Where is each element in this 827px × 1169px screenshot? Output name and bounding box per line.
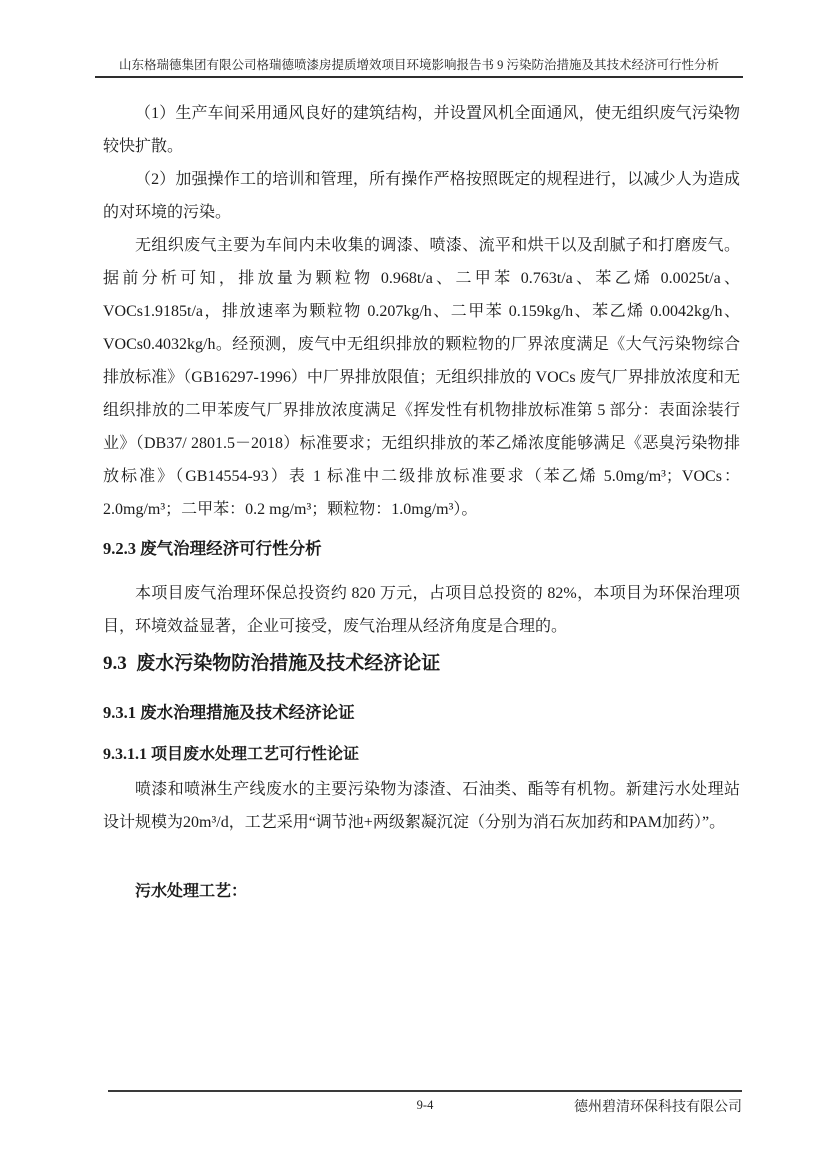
paragraph-wastewater-process: 喷漆和喷淋生产线废水的主要污染物为漆渣、石油类、酯等有机物。新建污水处理站设计规模为20m³/d，工艺采用“调节池+两级絮凝沉淀（分别为消石灰加药和PAM加药）”。 (103, 781, 740, 831)
page-header (95, 57, 743, 78)
footer-company-name: 德州碧清环保科技有限公司 (574, 1100, 742, 1115)
heading-9-3-1-1: 9.3.1.1 项目废水处理工艺可行性论证 (103, 746, 360, 763)
paragraph-fugitive-emission: 无组织废气主要为车间内未收集的调漆、喷漆、流平和烘干以及刮腻子和打磨废气。据前分析可知，排放量为颗粒物 0.968t/a、二甲苯 0.763t/a、苯乙烯 0.0025t/a、VOCs1.9185t/a，排放速率为颗粒物 0.207kg/h、二甲苯 0.159kg/h、苯乙烯 0.0042kg/h、VOCs0.4032kg/h。经预测，废气中无组织排放的颗粒物的厂界浓度满足《大气污染物综合排放标准》（GB16297-1996）中厂界排放限值；无组织排放的 VOCs 废气厂界排放浓度和无组织排放的二甲苯废气厂界排放浓度满足《挥发性有机物排放标准第 5 部分：表面涂装行业》（DB37/ 2801.5－2018）标准要求；无组织排放的苯乙烯浓度能够满足《恶臭污染物排放标准》（GB14554-93）表 1 标准中二级排放标准要求（苯乙烯 5.0mg/m³；VOCs：2.0mg/m³；二甲苯：0.2 mg/m³；颗粒物：1.0mg/m³）。 (103, 237, 740, 518)
running-header-title: 山东格瑞德集团有限公司格瑞德喷漆房提质增效项目环境影响报告书 9 污染防治措施及其技术经济可行性分析 (118, 58, 719, 72)
paragraph-economic-feasibility: 本项目废气治理环保总投资约 820 万元，占项目总投资的 82%，本项目为环保治理项目，环境效益显著，企业可接受，废气治理从经济角度是合理的。 (103, 585, 740, 635)
heading-9-2-3: 9.2.3 废气治理经济可行性分析 (103, 539, 322, 558)
paragraph-training-measure: （2）加强操作工的培训和管理，所有操作严格按照既定的规程进行，以减少人为造成的对环境的污染。 (103, 171, 740, 221)
heading-9-3-1: 9.3.1 废水治理措施及技术经济论证 (103, 703, 355, 722)
heading-9-3: 9.3 废水污染物防治措施及技术经济论证 (103, 653, 441, 674)
paragraph-ventilation-measure: （1）生产车间采用通风良好的建筑结构，并设置风机全面通风，使无组织废气污染物较快扩散。 (103, 105, 740, 155)
label-sewage-treatment-process: 污水处理工艺： (135, 883, 248, 900)
document-body (103, 97, 740, 1057)
page-number: 9-4 (416, 1098, 434, 1112)
page-footer (108, 1090, 742, 1120)
